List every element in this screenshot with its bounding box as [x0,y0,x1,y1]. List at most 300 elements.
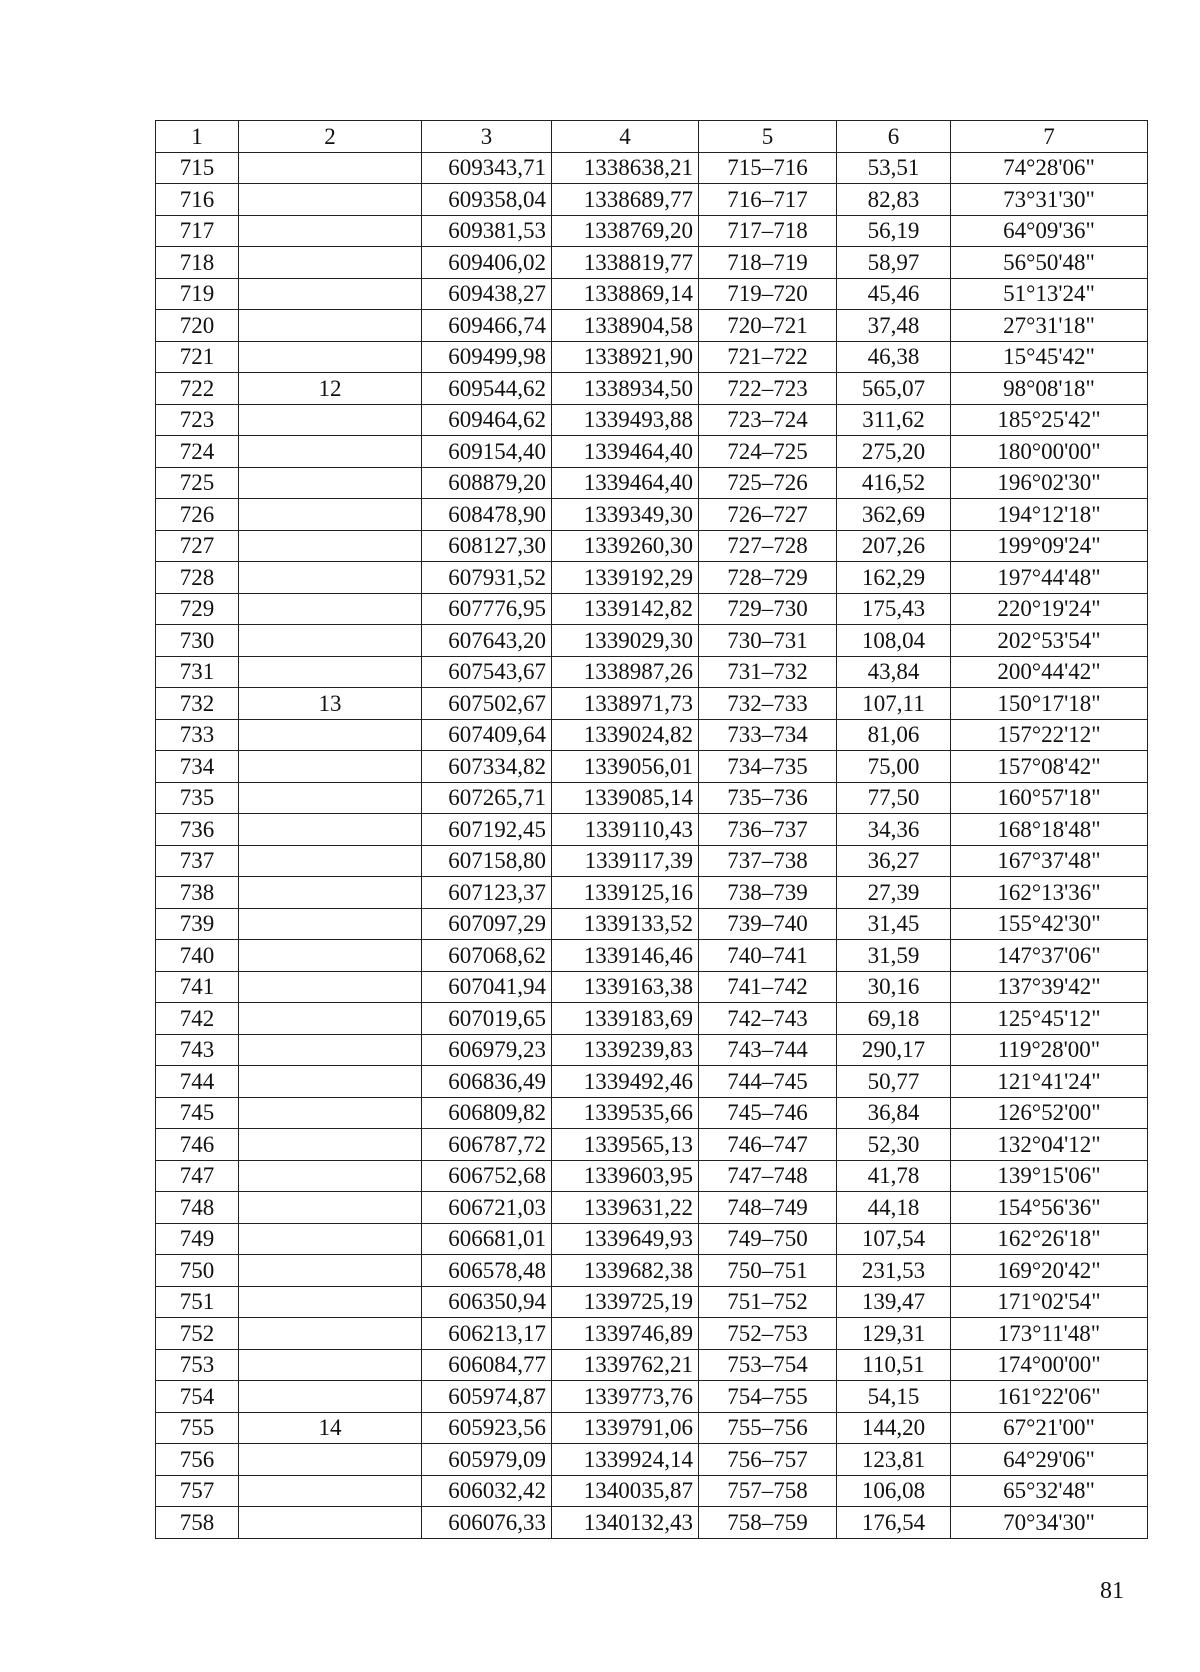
table-row [156,1255,1148,1287]
cell-bearing: 185°25'42" [951,404,1148,436]
cell-point-number: 724 [156,436,239,468]
cell-point-number: 748 [156,1192,239,1224]
cell-point-number: 723 [156,404,239,436]
table-row [156,278,1148,310]
cell-coordinate-y: 1339056,01 [552,751,699,783]
cell-bearing: 51°13'24" [951,278,1148,310]
cell-point-number: 744 [156,1066,239,1098]
cell-bearing: 132°04'12" [951,1129,1148,1161]
cell-section-number: 13 [239,688,422,720]
cell-point-number: 729 [156,593,239,625]
cell-section-number [239,1444,422,1476]
cell-length: 30,16 [837,971,951,1003]
cell-bearing: 168°18'48" [951,814,1148,846]
cell-coordinate-x: 605923,56 [422,1412,552,1444]
cell-segment: 744–745 [699,1066,837,1098]
column-header-5: 5 [699,121,837,153]
cell-length: 108,04 [837,625,951,657]
cell-coordinate-x: 608127,30 [422,530,552,562]
cell-length: 311,62 [837,404,951,436]
cell-point-number: 718 [156,247,239,279]
cell-segment: 754–755 [699,1381,837,1413]
cell-section-number [239,310,422,342]
cell-bearing: 173°11'48" [951,1318,1148,1350]
cell-coordinate-y: 1339125,16 [552,877,699,909]
cell-section-number [239,1223,422,1255]
cell-coordinate-y: 1339565,13 [552,1129,699,1161]
cell-length: 110,51 [837,1349,951,1381]
cell-point-number: 720 [156,310,239,342]
table-row [156,1444,1148,1476]
cell-coordinate-x: 609154,40 [422,436,552,468]
cell-segment: 745–746 [699,1097,837,1129]
cell-point-number: 742 [156,1003,239,1035]
cell-coordinate-y: 1339493,88 [552,404,699,436]
cell-section-number [239,1034,422,1066]
cell-coordinate-y: 1339649,93 [552,1223,699,1255]
cell-bearing: 180°00'00" [951,436,1148,468]
cell-point-number: 740 [156,940,239,972]
cell-length: 56,19 [837,215,951,247]
cell-coordinate-y: 1339183,69 [552,1003,699,1035]
cell-length: 77,50 [837,782,951,814]
cell-coordinate-x: 607123,37 [422,877,552,909]
cell-coordinate-y: 1338819,77 [552,247,699,279]
cell-bearing: 126°52'00" [951,1097,1148,1129]
cell-point-number: 730 [156,625,239,657]
cell-coordinate-x: 607334,82 [422,751,552,783]
cell-segment: 750–751 [699,1255,837,1287]
cell-section-number: 12 [239,373,422,405]
cell-coordinate-y: 1339260,30 [552,530,699,562]
cell-section-number [239,467,422,499]
cell-bearing: 157°08'42" [951,751,1148,783]
cell-segment: 720–721 [699,310,837,342]
cell-segment: 737–738 [699,845,837,877]
cell-length: 50,77 [837,1066,951,1098]
cell-coordinate-x: 607192,45 [422,814,552,846]
table-row [156,719,1148,751]
cell-coordinate-x: 609358,04 [422,184,552,216]
cell-point-number: 726 [156,499,239,531]
cell-length: 45,46 [837,278,951,310]
cell-coordinate-y: 1338921,90 [552,341,699,373]
cell-length: 175,43 [837,593,951,625]
table-row [156,877,1148,909]
cell-point-number: 728 [156,562,239,594]
cell-coordinate-x: 608478,90 [422,499,552,531]
cell-coordinate-x: 609406,02 [422,247,552,279]
cell-segment: 741–742 [699,971,837,1003]
cell-length: 81,06 [837,719,951,751]
cell-length: 58,97 [837,247,951,279]
cell-length: 31,45 [837,908,951,940]
cell-coordinate-x: 607543,67 [422,656,552,688]
cell-bearing: 27°31'18" [951,310,1148,342]
column-header-6: 6 [837,121,951,153]
cell-coordinate-x: 609438,27 [422,278,552,310]
cell-length: 144,20 [837,1412,951,1444]
cell-coordinate-y: 1339133,52 [552,908,699,940]
cell-point-number: 753 [156,1349,239,1381]
cell-length: 54,15 [837,1381,951,1413]
cell-segment: 748–749 [699,1192,837,1224]
cell-segment: 733–734 [699,719,837,751]
cell-length: 207,26 [837,530,951,562]
cell-length: 106,08 [837,1475,951,1507]
cell-coordinate-x: 605974,87 [422,1381,552,1413]
cell-length: 46,38 [837,341,951,373]
cell-point-number: 719 [156,278,239,310]
cell-point-number: 717 [156,215,239,247]
cell-coordinate-x: 606032,42 [422,1475,552,1507]
cell-section-number [239,1475,422,1507]
cell-bearing: 74°28'06" [951,152,1148,184]
cell-section-number [239,1066,422,1098]
cell-section-number [239,908,422,940]
table-row [156,1066,1148,1098]
cell-bearing: 125°45'12" [951,1003,1148,1035]
table-row [156,593,1148,625]
table-row [156,152,1148,184]
cell-section-number [239,1097,422,1129]
cell-bearing: 162°26'18" [951,1223,1148,1255]
table-row [156,1286,1148,1318]
cell-point-number: 736 [156,814,239,846]
cell-coordinate-y: 1339773,76 [552,1381,699,1413]
cell-length: 41,78 [837,1160,951,1192]
cell-length: 362,69 [837,499,951,531]
cell-bearing: 64°29'06" [951,1444,1148,1476]
cell-section-number [239,562,422,594]
cell-point-number: 721 [156,341,239,373]
cell-coordinate-y: 1339492,46 [552,1066,699,1098]
cell-coordinate-y: 1338769,20 [552,215,699,247]
cell-bearing: 174°00'00" [951,1349,1148,1381]
cell-coordinate-y: 1339192,29 [552,562,699,594]
cell-length: 34,36 [837,814,951,846]
cell-segment: 734–735 [699,751,837,783]
cell-coordinate-x: 607158,80 [422,845,552,877]
cell-length: 107,11 [837,688,951,720]
cell-point-number: 715 [156,152,239,184]
cell-point-number: 757 [156,1475,239,1507]
table-row [156,215,1148,247]
cell-coordinate-x: 609499,98 [422,341,552,373]
cell-section-number [239,1381,422,1413]
cell-coordinate-y: 1338638,21 [552,152,699,184]
cell-section-number [239,499,422,531]
cell-bearing: 197°44'48" [951,562,1148,594]
cell-section-number [239,877,422,909]
table-row [156,751,1148,783]
cell-point-number: 738 [156,877,239,909]
cell-length: 416,52 [837,467,951,499]
cell-segment: 757–758 [699,1475,837,1507]
cell-bearing: 167°37'48" [951,845,1148,877]
cell-coordinate-x: 606809,82 [422,1097,552,1129]
cell-coordinate-y: 1339024,82 [552,719,699,751]
cell-segment: 756–757 [699,1444,837,1476]
cell-point-number: 735 [156,782,239,814]
cell-bearing: 154°56'36" [951,1192,1148,1224]
cell-segment: 727–728 [699,530,837,562]
cell-coordinate-x: 606076,33 [422,1507,552,1539]
cell-section-number [239,1003,422,1035]
cell-length: 107,54 [837,1223,951,1255]
cell-length: 129,31 [837,1318,951,1350]
cell-segment: 729–730 [699,593,837,625]
cell-length: 231,53 [837,1255,951,1287]
table-row [156,1381,1148,1413]
cell-coordinate-y: 1339349,30 [552,499,699,531]
cell-section-number [239,1160,422,1192]
cell-segment: 746–747 [699,1129,837,1161]
table-row [156,1507,1148,1539]
cell-coordinate-x: 606836,49 [422,1066,552,1098]
cell-section-number [239,940,422,972]
cell-coordinate-x: 606578,48 [422,1255,552,1287]
cell-bearing: 15°45'42" [951,341,1148,373]
cell-point-number: 727 [156,530,239,562]
cell-coordinate-x: 609544,62 [422,373,552,405]
cell-point-number: 725 [156,467,239,499]
cell-bearing: 200°44'42" [951,656,1148,688]
cell-coordinate-x: 606787,72 [422,1129,552,1161]
cell-section-number [239,278,422,310]
cell-bearing: 73°31'30" [951,184,1148,216]
page-number: 81 [1100,1578,1124,1604]
table-row [156,404,1148,436]
cell-coordinate-y: 1339603,95 [552,1160,699,1192]
cell-segment: 752–753 [699,1318,837,1350]
column-header-7: 7 [951,121,1148,153]
cell-coordinate-y: 1339146,46 [552,940,699,972]
cell-segment: 758–759 [699,1507,837,1539]
cell-length: 176,54 [837,1507,951,1539]
cell-bearing: 98°08'18" [951,373,1148,405]
cell-coordinate-x: 608879,20 [422,467,552,499]
cell-point-number: 756 [156,1444,239,1476]
cell-point-number: 758 [156,1507,239,1539]
cell-coordinate-x: 607097,29 [422,908,552,940]
cell-bearing: 56°50'48" [951,247,1148,279]
cell-segment: 735–736 [699,782,837,814]
cell-coordinate-x: 607776,95 [422,593,552,625]
cell-coordinate-x: 607068,62 [422,940,552,972]
cell-point-number: 731 [156,656,239,688]
cell-segment: 755–756 [699,1412,837,1444]
cell-coordinate-x: 605979,09 [422,1444,552,1476]
cell-length: 69,18 [837,1003,951,1035]
cell-segment: 749–750 [699,1223,837,1255]
cell-segment: 747–748 [699,1160,837,1192]
cell-point-number: 751 [156,1286,239,1318]
cell-bearing: 220°19'24" [951,593,1148,625]
table-row [156,1349,1148,1381]
cell-coordinate-y: 1339535,66 [552,1097,699,1129]
table-row [156,782,1148,814]
cell-section-number [239,1192,422,1224]
cell-coordinate-y: 1339239,83 [552,1034,699,1066]
cell-point-number: 750 [156,1255,239,1287]
cell-coordinate-y: 1338904,58 [552,310,699,342]
cell-segment: 738–739 [699,877,837,909]
cell-point-number: 752 [156,1318,239,1350]
cell-coordinate-x: 606979,23 [422,1034,552,1066]
cell-segment: 739–740 [699,908,837,940]
cell-coordinate-y: 1338869,14 [552,278,699,310]
cell-point-number: 743 [156,1034,239,1066]
cell-length: 565,07 [837,373,951,405]
cell-length: 52,30 [837,1129,951,1161]
cell-coordinate-y: 1339682,38 [552,1255,699,1287]
cell-coordinate-y: 1339117,39 [552,845,699,877]
cell-coordinate-y: 1339924,14 [552,1444,699,1476]
cell-coordinate-y: 1340132,43 [552,1507,699,1539]
cell-segment: 721–722 [699,341,837,373]
cell-point-number: 722 [156,373,239,405]
table-row [156,1475,1148,1507]
cell-length: 44,18 [837,1192,951,1224]
cell-length: 75,00 [837,751,951,783]
cell-bearing: 155°42'30" [951,908,1148,940]
cell-point-number: 741 [156,971,239,1003]
table-row [156,1034,1148,1066]
cell-section-number [239,184,422,216]
table-row [156,1003,1148,1035]
cell-coordinate-y: 1339464,40 [552,436,699,468]
table-row [156,1129,1148,1161]
cell-coordinate-y: 1338689,77 [552,184,699,216]
table-row [156,184,1148,216]
cell-bearing: 139°15'06" [951,1160,1148,1192]
cell-bearing: 160°57'18" [951,782,1148,814]
table-row [156,1412,1148,1444]
cell-length: 162,29 [837,562,951,594]
table-row [156,1097,1148,1129]
table-row [156,1192,1148,1224]
cell-coordinate-y: 1339142,82 [552,593,699,625]
cell-section-number [239,436,422,468]
cell-coordinate-y: 1338934,50 [552,373,699,405]
table-row [156,310,1148,342]
table-row [156,1160,1148,1192]
cell-coordinate-y: 1338971,73 [552,688,699,720]
cell-point-number: 734 [156,751,239,783]
cell-coordinate-x: 609381,53 [422,215,552,247]
cell-section-number [239,215,422,247]
cell-length: 36,84 [837,1097,951,1129]
cell-segment: 722–723 [699,373,837,405]
table-row [156,499,1148,531]
column-header-4: 4 [552,121,699,153]
cell-length: 82,83 [837,184,951,216]
table-row [156,971,1148,1003]
cell-section-number [239,1349,422,1381]
cell-coordinate-x: 607502,67 [422,688,552,720]
cell-point-number: 716 [156,184,239,216]
cell-segment: 718–719 [699,247,837,279]
cell-segment: 725–726 [699,467,837,499]
cell-bearing: 119°28'00" [951,1034,1148,1066]
cell-bearing: 161°22'06" [951,1381,1148,1413]
cell-section-number: 14 [239,1412,422,1444]
table-row [156,247,1148,279]
cell-section-number [239,530,422,562]
cell-bearing: 137°39'42" [951,971,1148,1003]
cell-segment: 715–716 [699,152,837,184]
cell-coordinate-y: 1340035,87 [552,1475,699,1507]
table-row [156,341,1148,373]
cell-coordinate-y: 1339085,14 [552,782,699,814]
table-row [156,940,1148,972]
cell-section-number [239,656,422,688]
table-row [156,373,1148,405]
cell-section-number [239,341,422,373]
cell-length: 275,20 [837,436,951,468]
cell-length: 31,59 [837,940,951,972]
table-row [156,436,1148,468]
table-row [156,814,1148,846]
cell-coordinate-x: 606213,17 [422,1318,552,1350]
cell-section-number [239,1507,422,1539]
cell-bearing: 157°22'12" [951,719,1148,751]
cell-coordinate-x: 607265,71 [422,782,552,814]
cell-point-number: 746 [156,1129,239,1161]
cell-coordinate-y: 1339762,21 [552,1349,699,1381]
cell-coordinate-x: 606084,77 [422,1349,552,1381]
cell-point-number: 747 [156,1160,239,1192]
cell-point-number: 739 [156,908,239,940]
cell-bearing: 67°21'00" [951,1412,1148,1444]
cell-point-number: 745 [156,1097,239,1129]
cell-coordinate-y: 1339746,89 [552,1318,699,1350]
table-body [156,121,1148,1539]
cell-segment: 742–743 [699,1003,837,1035]
cell-section-number [239,1318,422,1350]
cell-section-number [239,625,422,657]
cell-section-number [239,719,422,751]
cell-section-number [239,1286,422,1318]
cell-segment: 724–725 [699,436,837,468]
cell-section-number [239,751,422,783]
cell-coordinate-x: 606721,03 [422,1192,552,1224]
cell-coordinate-x: 607041,94 [422,971,552,1003]
cell-segment: 728–729 [699,562,837,594]
cell-segment: 723–724 [699,404,837,436]
table-row [156,1318,1148,1350]
table-row [156,530,1148,562]
cell-coordinate-y: 1338987,26 [552,656,699,688]
cell-segment: 753–754 [699,1349,837,1381]
cell-point-number: 754 [156,1381,239,1413]
cell-length: 123,81 [837,1444,951,1476]
cell-bearing: 64°09'36" [951,215,1148,247]
cell-length: 37,48 [837,310,951,342]
cell-section-number [239,845,422,877]
cell-bearing: 202°53'54" [951,625,1148,657]
cell-segment: 740–741 [699,940,837,972]
cell-section-number [239,404,422,436]
cell-coordinate-y: 1339631,22 [552,1192,699,1224]
column-header-1: 1 [156,121,239,153]
cell-point-number: 732 [156,688,239,720]
cell-coordinate-x: 609343,71 [422,152,552,184]
table-row [156,467,1148,499]
cell-segment: 730–731 [699,625,837,657]
cell-segment: 732–733 [699,688,837,720]
